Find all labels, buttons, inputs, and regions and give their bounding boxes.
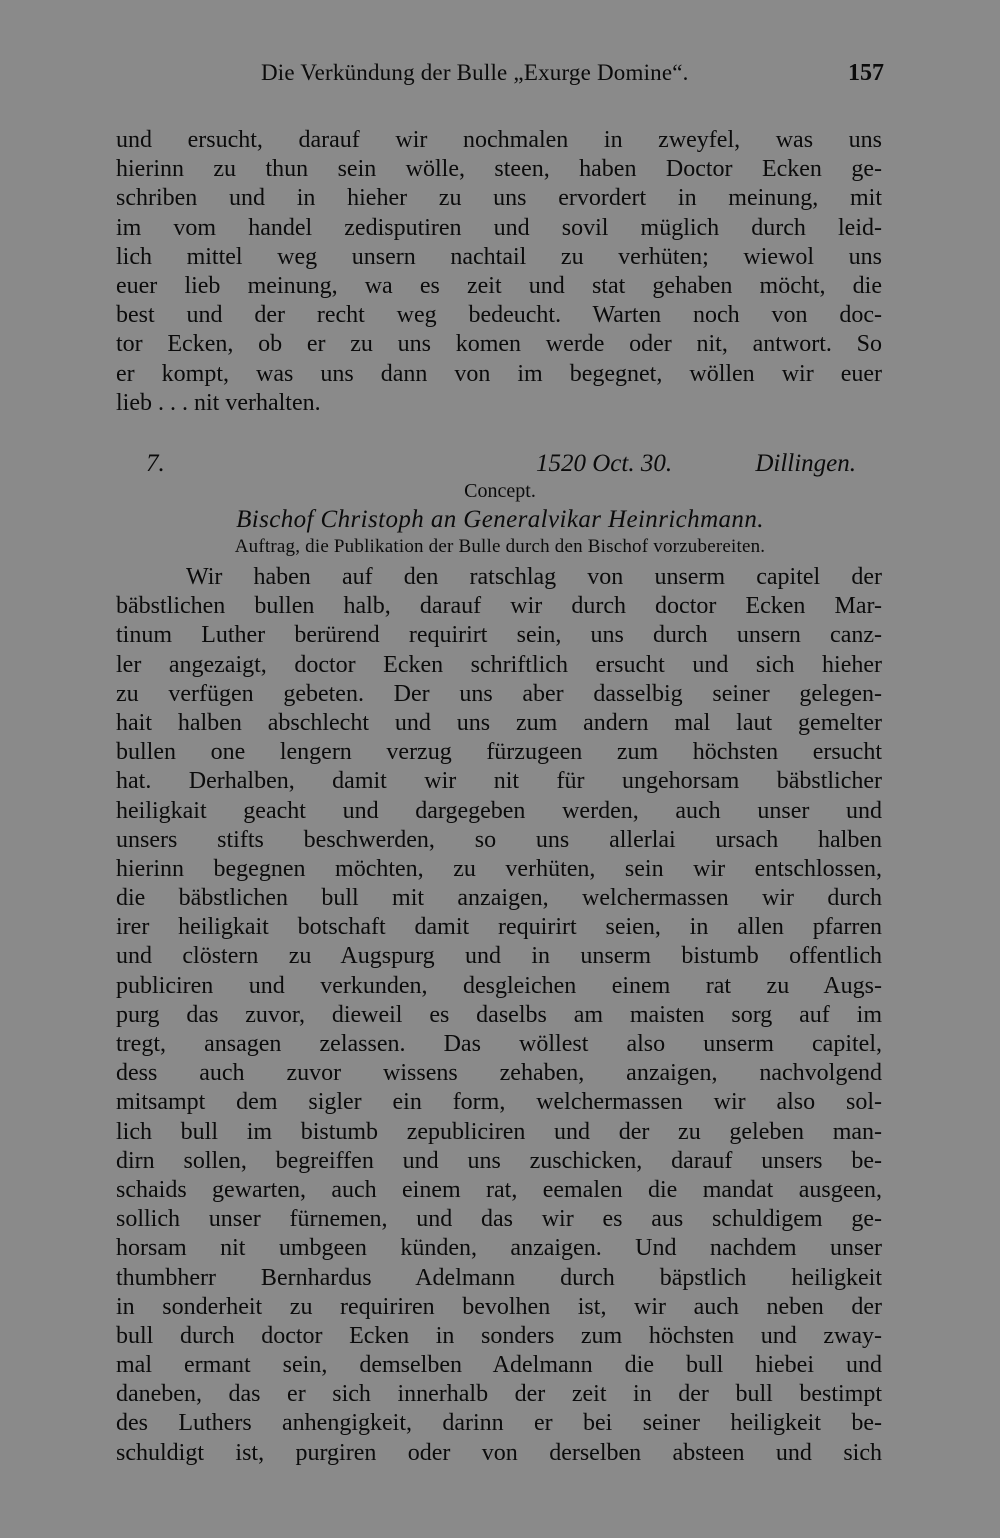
text-line: publiciren und verkunden, desgleichen einem rat zu Augs-	[116, 972, 882, 999]
text-line: die bäbstlichen bull mit anzaigen, welchermassen wir durch	[116, 885, 882, 912]
text-line: schriben und in hieher zu uns ervordert in meinung, mit	[116, 185, 882, 212]
text-line: purg das zuvor, dieweil es daselbs am maisten sorg auf im	[116, 1001, 882, 1028]
text-line: zu verfügen gebeten. Der uns aber dasselbig seiner gelegen-	[116, 680, 882, 707]
text-line: bäbstlichen bullen halb, darauf wir durch doctor Ecken Mar-	[116, 593, 882, 620]
text-line: best und der recht weg bedeucht. Warten noch von doc-	[116, 302, 882, 329]
text-line: heiligkait geacht und dargegeben werden, auch unser und	[116, 797, 882, 824]
text-line: thumbherr Bernhardus Adelmann durch bäpstlich heiligkeit	[116, 1264, 882, 1291]
text-line: des Luthers anhengigkeit, darinn er bei seiner heiligkeit be-	[116, 1410, 882, 1437]
text-line: tregt, ansagen zelassen. Das wöllest also unserm capitel,	[116, 1031, 882, 1057]
text-line: tinum Luther berürend requirirt sein, uns durch unsern canz-	[116, 622, 882, 649]
text-line: lich bull im bistumb zepubliciren und der zu geleben man-	[116, 1118, 882, 1145]
text-line: mitsampt dem sigler ein form, welchermassen wir also sol-	[116, 1089, 882, 1116]
running-title: Die Verkündung der Bulle „Exurge Domine“.	[261, 60, 689, 85]
document-date: 1520 Oct. 30.	[536, 450, 673, 477]
text-line: und ersucht, darauf wir nochmalen in zweyfel, was uns	[116, 127, 882, 153]
text-line: hierinn begegnen möchten, zu verhüten, sein wir entschlossen,	[116, 855, 882, 882]
text-line: in sonderheit zu requiriren bevolhen ist, wir auch neben der	[116, 1293, 882, 1320]
page-number: 157	[848, 60, 884, 86]
text-line: daneben, das er sich innerhalb der zeit in der bull bestimpt	[116, 1381, 882, 1408]
text-line: euer lieb meinung, wa es zeit und stat gehaben möcht, die	[116, 272, 882, 299]
document-body	[116, 563, 882, 1468]
text-line: mal ermant sein, demselben Adelmann die bull hiebei und	[116, 1352, 882, 1379]
text-line: horsam nit umbgeen künden, anzaigen. Und nachdem unser	[116, 1235, 882, 1262]
text-line: und clöstern zu Augspurg und in unserm bistumb offentlich	[116, 943, 882, 970]
text-line: Wir haben auf den ratschlag von unserm capitel der	[186, 564, 882, 590]
text-line: schuldigt ist, purgiren oder von derselben absteen und sich	[116, 1439, 882, 1466]
text-line: bull durch doctor Ecken in sonders zum höchsten und zway-	[116, 1322, 882, 1349]
text-line: hierinn zu thun sein wölle, steen, haben Doctor Ecken ge-	[116, 156, 882, 183]
document-number: 7.	[146, 450, 165, 477]
text-line: dess auch zuvor wissens zehaben, anzaigen, nachvolgend	[116, 1060, 882, 1087]
text-line: bullen one lengern verzug fürzugeen zum höchsten ersucht	[116, 739, 882, 766]
document-type: Concept.	[464, 480, 536, 502]
text-line: hat. Derhalben, damit wir nit für ungehorsam bäbstlicher	[116, 768, 882, 795]
text-line: irer heiligkait botschaft damit requirirt seien, in allen pfarren	[116, 914, 882, 941]
text-line: er kompt, was uns dann von im begegnet, wöllen wir euer	[116, 360, 882, 387]
document-place: Dillingen.	[755, 450, 856, 477]
text-line: schaids gewarten, auch einem rat, eemalen die mandat ausgeen,	[116, 1176, 882, 1203]
text-line: tor Ecken, ob er zu uns komen werde oder nit, antwort. So	[116, 331, 882, 358]
document-title: Bischof Christoph an Generalvikar Heinrichmann.	[236, 506, 764, 533]
text-line: dirn sollen, begreiffen und uns zuschicken, darauf unsers be-	[116, 1147, 882, 1174]
text-line: im vom handel zedisputiren und sovil müglich durch leid-	[116, 214, 882, 241]
text-line: unsers stifts beschwerden, so uns allerlai ursach halben	[116, 826, 882, 853]
running-header	[116, 60, 884, 94]
text-line: lieb . . . nit verhalten.	[116, 389, 321, 416]
document-heading	[146, 450, 856, 484]
text-line: lich mittel weg unsern nachtail zu verhüten; wiewol uns	[116, 243, 882, 270]
text-line: ler angezaigt, doctor Ecken schriftlich ersucht und sich hieher	[116, 651, 882, 678]
document-summary: Auftrag, die Publikation der Bulle durch den Bischof vorzubereiten.	[234, 536, 766, 557]
text-line: sollich unser fürnemen, und das wir es aus schuldigem ge-	[116, 1206, 882, 1233]
paragraph-continuation	[116, 126, 882, 418]
text-line: hait halben abschlecht und uns zum andern mal laut gemelter	[116, 709, 882, 736]
